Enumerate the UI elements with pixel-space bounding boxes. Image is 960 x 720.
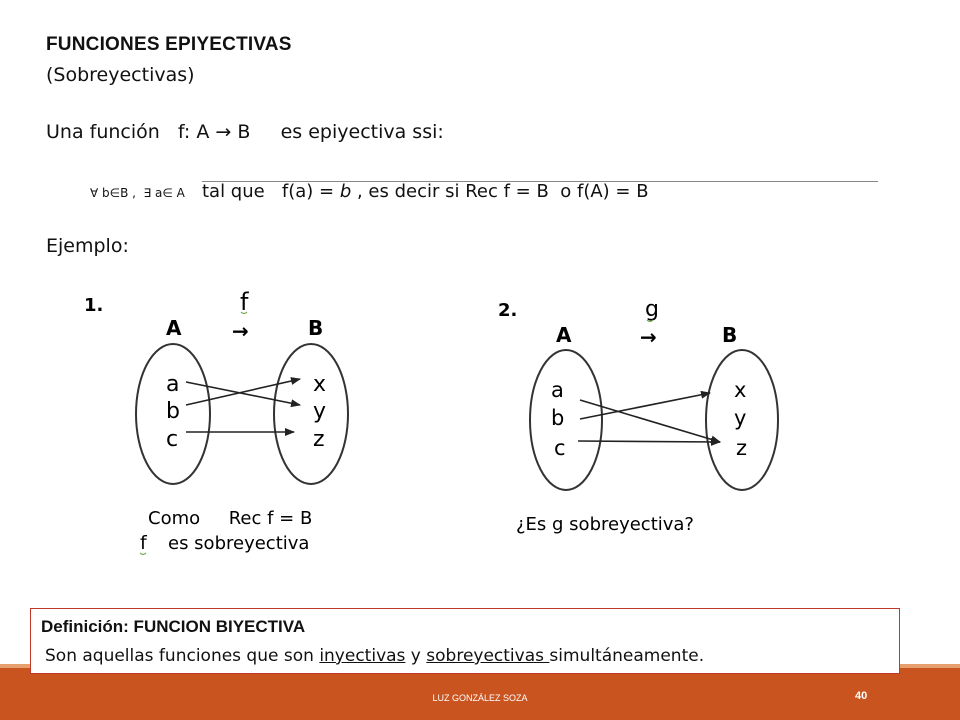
slide-title: FUNCIONES EPIYECTIVAS: [46, 34, 292, 55]
definition-text-c: simultáneamente.: [549, 646, 705, 666]
example1-caption-line1: Como Rec f = B: [148, 508, 313, 529]
footer-author: LUZ GONZÁLEZ SOZA: [432, 693, 528, 703]
example2-set-a: A: [556, 323, 572, 347]
example1-elem-a: a: [166, 372, 180, 397]
example1-set-a: A: [166, 316, 182, 340]
example2-func-name: g: [645, 297, 659, 322]
definition-prefix: Una función f: A: [46, 121, 216, 143]
example1-elem-z: z: [313, 427, 325, 452]
definition-box-text: [45, 646, 704, 666]
example1-number: 1.: [84, 295, 104, 316]
example2-elem-a: a: [551, 378, 564, 402]
example2-number: 2.: [498, 300, 518, 321]
quantifier-text-b: b: [339, 181, 352, 202]
example1-diagram: [84, 288, 348, 555]
example2-elem-y: y: [734, 406, 747, 430]
sobreyectivas-term: sobreyectivas: [426, 646, 550, 666]
quantifier-text-c: , es decir si Rec f = B o f(A) = B: [351, 181, 649, 202]
example1-codomain-ellipse: [274, 344, 348, 484]
example2-elem-x: x: [734, 378, 747, 402]
example2-diagram: [498, 297, 778, 535]
example-label: Ejemplo:: [46, 235, 129, 257]
arrow-symbol: →: [215, 121, 232, 143]
definition-text-a: Son aquellas funciones que son: [45, 646, 320, 666]
example2-set-b: B: [722, 323, 738, 347]
example2-elem-c: c: [554, 436, 566, 460]
example1-func-name: f: [240, 288, 249, 316]
example2-map-c-z: [578, 441, 720, 442]
definition-box-title: Definición: FUNCION BIYECTIVA: [41, 617, 306, 636]
example2-elem-z: z: [736, 436, 748, 460]
example1-elem-b: b: [166, 399, 180, 424]
example1-caption-f: f: [140, 532, 147, 554]
definition-suffix: B es epiyectiva ssi:: [231, 121, 444, 143]
slide-subtitle: (Sobreyectivas): [46, 64, 195, 86]
example1-elem-y: y: [313, 399, 327, 424]
quantifier-symbols: ∀ b∈B , ∃ a∈ A: [90, 186, 185, 200]
page-number: 40: [855, 690, 868, 702]
example2-arrow: →: [640, 325, 657, 349]
example2-caption: ¿Es g sobreyectiva?: [516, 514, 694, 535]
example2-domain-ellipse: [530, 350, 602, 490]
example2-elem-b: b: [551, 406, 565, 430]
quantifier-text-a: tal que f(a) =: [184, 181, 340, 202]
example1-set-b: B: [308, 316, 324, 340]
example1-elem-c: c: [166, 427, 179, 452]
definition-text-b: y: [405, 646, 427, 666]
inyectivas-term: inyectivas: [319, 646, 406, 666]
example1-arrow: →: [232, 319, 249, 343]
example1-elem-x: x: [313, 372, 327, 397]
example1-caption-line2: es sobreyectiva: [168, 533, 310, 554]
